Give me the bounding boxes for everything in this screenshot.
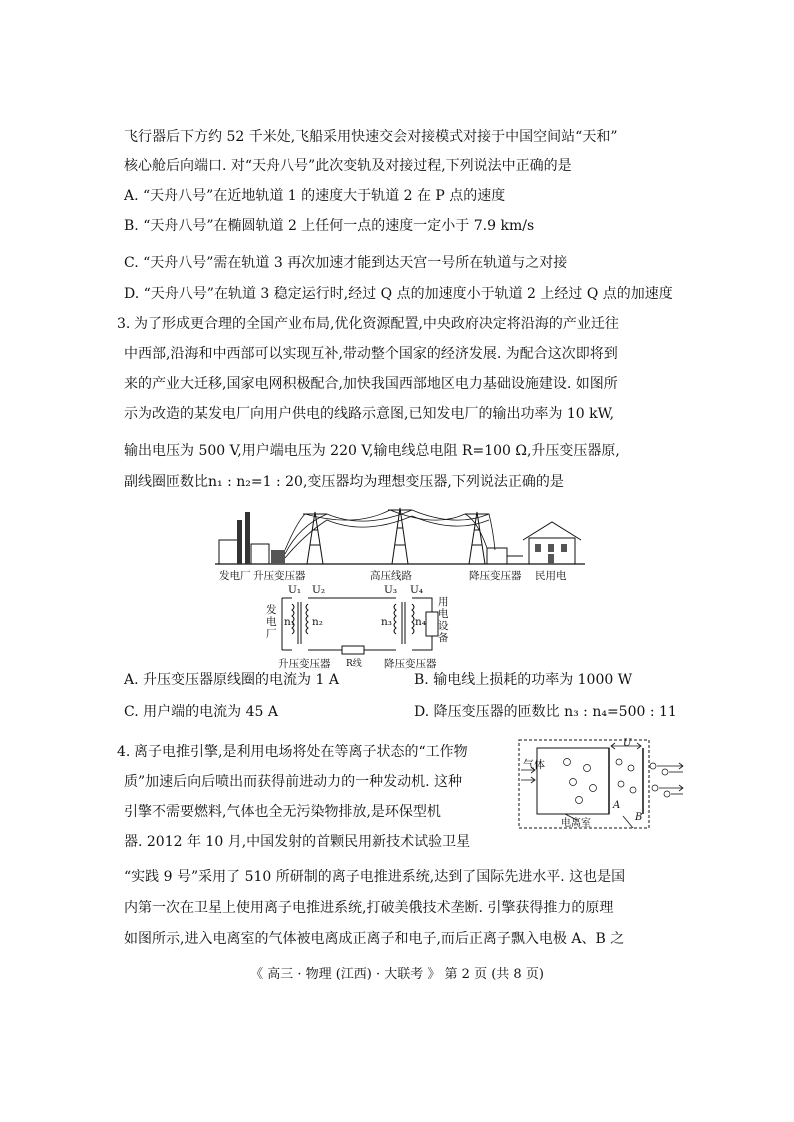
q4-text-line-5: “实践 9 号”采用了 510 所研制的离子电推进系统,达到了国际先进水平. 这也是国 (124, 869, 626, 885)
q4-text-line-2: 质”加速后向后喷出而获得前进动力的一种发动机. 这种 (124, 774, 463, 790)
q3-text-line-2: 中西部,沿海和中西部可以实现互补,带动整个国家的经济发展. 为配合这次即将到 (124, 346, 618, 362)
power-line-scene (215, 500, 585, 582)
q2-text-line-2: 核心舱后向端口. 对“天舟八号”此次变轨及对接过程,下列说法中正确的是 (124, 158, 572, 174)
power-line-scene-graphic (215, 500, 585, 570)
label-device-vertical: 用电设备 (438, 596, 449, 644)
q3-text-line-5: 输出电压为 500 V,用户端电压为 220 V,输电线总电阻 R=100 Ω,升压变压器原, (124, 443, 620, 459)
scene-label-home: 民用电 (535, 570, 567, 582)
label-n4: n₄ (415, 616, 426, 628)
q4-text-line-1: 离子电推引擎,是利用电场将处在等离子状态的“工作物 (134, 744, 468, 760)
q2-option-b: B. “天舟八号”在椭圆轨道 2 上任何一点的速度一定小于 7.9 km/s (124, 218, 535, 234)
ion-thruster-graphic (517, 738, 685, 832)
q3-text-line-6: 副线圈匝数比n₁ : n₂=1 : 20,变压器均为理想变压器,下列说法正确的是 (124, 474, 564, 490)
scene-label-plant: 发电厂 (219, 570, 251, 582)
label-electrode-a: A (613, 800, 621, 811)
ion-thruster-diagram (517, 738, 685, 832)
q2-option-a: A. “天舟八号”在近地轨道 1 的速度大于轨道 2 在 P 点的速度 (124, 188, 506, 204)
label-n1: n₁ (284, 616, 295, 628)
label-voltage: U (623, 738, 632, 749)
q4-text-line-4: 器. 2012 年 10 月,中国发射的首颗民用新技术试验卫星 (124, 834, 471, 850)
q2-option-d: D. “天舟八号”在轨道 3 稳定运行时,经过 Q 点的加速度小于轨道 2 上经过 Q 点的加速度 (124, 286, 673, 302)
label-u3: U₃ (384, 584, 398, 596)
q4-number: 4. (117, 744, 131, 760)
q3-option-a: A. 升压变压器原线圈的电流为 1 A (124, 672, 339, 688)
q2-text-line-1: 飞行器后下方约 52 千米处,飞船采用快速交会对接模式对接于中国空间站“天和” (124, 129, 618, 145)
label-plant-vertical: 发电厂 (266, 604, 277, 640)
label-n3: n₃ (381, 616, 392, 628)
scene-label-step-up: 升压变压器 (253, 570, 306, 582)
q3-text-line-4: 示为改造的某发电厂向用户供电的线路示意图,已知发电厂的输出功率为 10 kW, (124, 406, 615, 422)
scene-label-hv-line: 高压线路 (370, 570, 412, 582)
page-footer: 《 高三 · 物理 (江西) · 大联考 》 第 2 页 (共 8 页) (250, 967, 544, 982)
q3-text-line-3: 来的产业大迁移,国家电网积极配合,加快我国西部地区电力基础设施建设. 如图所 (124, 376, 618, 392)
q3-option-d: D. 降压变压器的匝数比 n₃ : n₄=500 : 11 (414, 704, 677, 720)
label-step-down: 降压变压器 (384, 658, 437, 670)
scene-label-step-down: 降压变压器 (469, 570, 522, 582)
q4-text-line-7: 如图所示,进入电离室的气体被电离成正离子和电子,而后正离子飘入电极 A、B 之 (124, 931, 625, 947)
transformer-circuit (260, 584, 450, 670)
q3-number: 3. (117, 316, 131, 332)
label-chamber: 电离室 (561, 818, 591, 829)
label-step-up: 升压变压器 (278, 658, 331, 670)
q2-option-c: C. “天舟八号”需在轨道 3 再次加速才能到达天宫一号所在轨道与之对接 (124, 255, 568, 271)
q3-option-b: B. 输电线上损耗的功率为 1000 W (414, 672, 633, 688)
q4-text-line-3: 引擎不需要燃料,气体也全无污染物排放,是环保型机 (124, 804, 441, 820)
label-gas: 气体 (523, 758, 545, 771)
q3-text-line-1: 为了形成更合理的全国产业布局,优化资源配置,中央政府决定将沿海的产业迁往 (134, 316, 619, 332)
q4-text-line-6: 内第一次在卫星上使用离子电推进系统,打破美俄技术垄断. 引擎获得推力的原理 (124, 900, 614, 916)
label-u4: U₄ (410, 584, 424, 596)
q3-option-c: C. 用户端的电流为 45 A (124, 704, 278, 720)
label-u1: U₁ (288, 584, 302, 596)
label-u2: U₂ (312, 584, 326, 596)
label-electrode-b: B (635, 812, 643, 823)
label-n2: n₂ (312, 616, 323, 628)
label-resistor: R线 (346, 659, 362, 669)
